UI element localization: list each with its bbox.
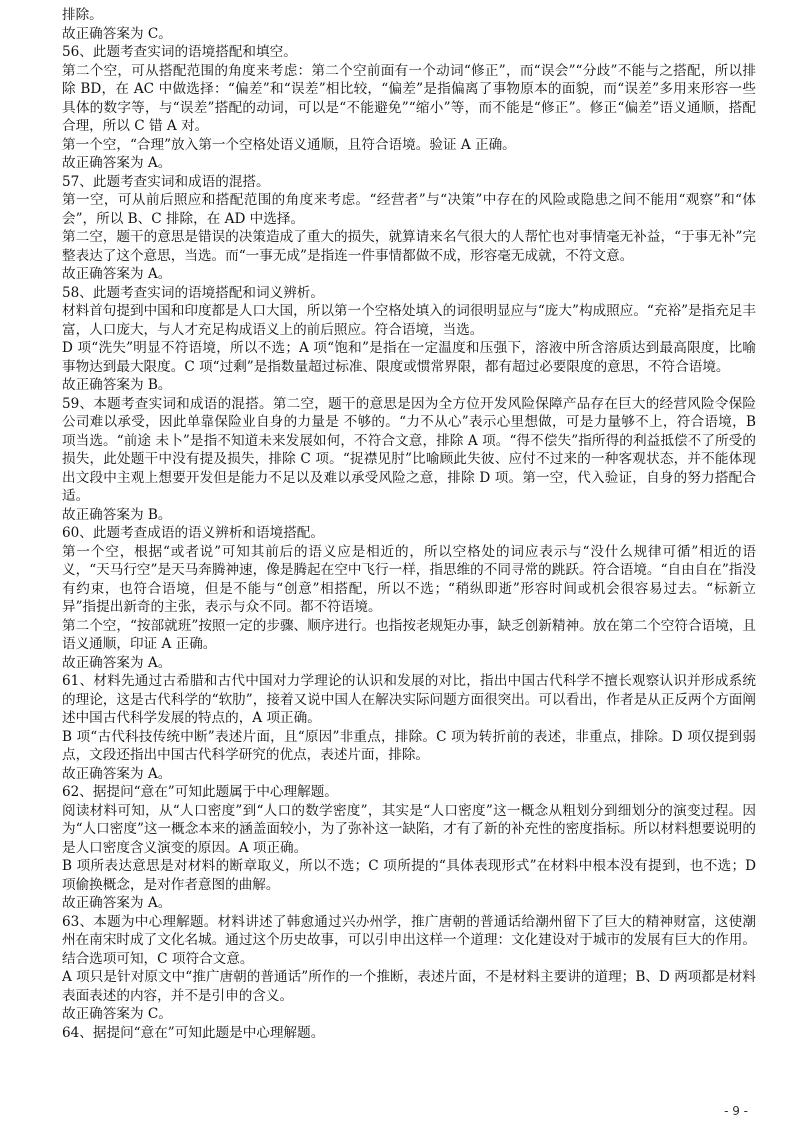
- answer-line: 故正确答案为 A。: [62, 765, 172, 782]
- paragraph: B 项“古代科技传统中断”表述片面，且“原因”非重点，排除。C 项为转折前的表述，非重点，排除。D 项仅提到弱点，文段还指出中国古代科学研究的优点，表述片面，排除。: [62, 728, 756, 763]
- paragraph: 第一个空，根据“或者说”可知其前后的语义应是相近的，所以空格处的词应表示与“没什么规律可循”相近的语义，“天马行空”是天马奔腾神速，像是腾起在空中飞行一样，指思维的不同寻常的跳跃。符合语境。“自由自在”指没有约束，也符合语境，但是不能与“创意”相搭配，所以不选；“稍纵即逝”形容时间或机会很容易过去。“标新立异”指提出新奇的主张，表示与众不同。都不符语境。: [62, 543, 756, 615]
- paragraph: B 项所表达意思是对材料的断章取义，所以不选；C 项所提的“具体表现形式”在材料中根本没有提到，也不选；D 项偷换概念，是对作者意图的曲解。: [62, 858, 756, 893]
- question-heading: 58、此题考查实词的语境搭配和词义辨析。: [62, 284, 324, 301]
- question-heading: 61、材料先通过古希腊和古代中国对力学理论的认识和发展的对比，指出中国古代科学不擅长观察认识并形成系统的理论，这是古代科学的“软肋”，接着又说中国人在解决实际问题方面很突出。可以看出，作者是从正反两个方面阐述中国古代科学发展的特点的，A 项正确。: [62, 673, 756, 726]
- answer-line: 故正确答案为 A。: [62, 155, 172, 171]
- paragraph: 第二个空，“按部就班”按照一定的步骤、顺序进行。也指按老规矩办事，缺乏创新精神。放在第二个空符合语境，且语义通顺，印证 A 正确。: [62, 617, 756, 652]
- answer-line: 故正确答案为 C。: [62, 25, 172, 42]
- answer-line: 故正确答案为 C。: [62, 1006, 172, 1022]
- question-heading: 60、此题考查成语的语义辨析和语境搭配。: [62, 525, 324, 541]
- answer-line: 故正确答案为 B。: [62, 377, 172, 393]
- paragraph: 排除。: [62, 7, 103, 23]
- answer-line: 故正确答案为 B。: [62, 506, 172, 523]
- question-heading: 57、此题考查实词和成语的混搭。: [62, 173, 270, 190]
- paragraph: 第一个空，“合理”放入第一个空格处语义通顺，且符合语境。验证 A 正确。: [62, 136, 516, 153]
- answer-line: 故正确答案为 A。: [62, 654, 172, 671]
- paragraph: 第一空，可从前后照应和搭配范围的角度来考虑。“经营者”与“决策”中存在的风险或隐患之间不能用“观察”和“体会”，所以 B、C 排除，在 AD 中选择。: [62, 192, 756, 227]
- paragraph: D 项“洗失”明显不符语境，所以不选；A 项“饱和”是指在一定温度和压强下，溶液中所含溶质达到最高限度，比喻事物达到最大限度。C 项“过剩”是指数量超过标准、限度或惯常界限，都有超过必要限度的意思，不符合语境。: [62, 340, 756, 375]
- paragraph: 材料首句提到中国和印度都是人口大国，所以第一个空格处填入的词很明显应与“庞大”构成照应。“充裕”是指充足丰富，人口庞大，与人才充足构成语义上的前后照应。符合语境，当选。: [62, 303, 756, 338]
- question-heading: 56、此题考查实词的语境搭配和填空。: [62, 44, 297, 60]
- question-heading: 63、本题为中心理解题。材料讲述了韩愈通过兴办州学，推广唐朝的普通话给潮州留下了巨大的精神财富，这使潮州在南宋时成了文化名城。通过这个历史故事，可以引申出这样一个道理：文化建设对于城市的发展有巨大的作用。结合选项可知，C 项符合文意。: [62, 913, 756, 967]
- page-number: - 9 -: [724, 1104, 748, 1118]
- paragraph: A 项只是针对原文中“推广唐朝的普通话”所作的一个推断，表述片面，不是材料主要讲的道理；B、D 两项都是材料表面表述的内容，并不是引申的含义。: [62, 969, 756, 1004]
- paragraph: 第二空，题干的意思是错误的决策造成了重大的损失，就算请来名气很大的人帮忙也对事情毫无补益，“于事无补”完整表达了这个意思，当选。而“一事无成”是指连一件事情都做不成，形容毫无成就，不符文意。: [62, 229, 756, 264]
- paragraph: 第二个空，可从搭配范围的角度来考虑：第二个空前面有一个动词“修正”，而“误会”“分歧”不能与之搭配，所以排除 BD，在 AC 中做选择：“偏差”和“误差”相比较，“偏差”是指偏离了事物原本的面貌，而“误差”多用来形容一些具体的数字等，与“误差”搭配的动词，可以是“不能避免”“缩小”等，而不能是“修正”。修正“偏差”语义通顺，搭配合理，所以 C 错 A 对。: [62, 62, 756, 134]
- question-heading: 59、本题考查实词和成语的混搭。第二空，题干的意思是因为全方位开发风险保障产品存在巨大的经营风险令保险公司难以承受，因此单靠保险业自身的力量是 不够的。“力不从心”表示心里想做，可是力量够不上，符合语境，B 项当选。“前途 未卜”是指不知道未来发展如何，不符合文意，排除 A 项。“得不偿失”指所得的利益抵偿不了所受的损失，此处题干中没有提及损失，排除 C 项。“捉襟见肘”比喻顾此失彼、应付不过来的一种客观状态，并不能体现出文段中主观上想要开发但是能力不足以及难以承受风险之意，排除 D 项。第一空，代入验证，自身的努力搭配合适。: [62, 395, 756, 504]
- answer-line: 故正确答案为 A。: [62, 266, 172, 282]
- question-heading: 62、据提问“意在”可知此题属于中心理解题。: [62, 784, 338, 800]
- question-heading: 64、据提问“意在”可知此题是中心理解题。: [62, 1024, 325, 1041]
- answer-line: 故正确答案为 A。: [62, 895, 172, 911]
- paragraph: 阅读材料可知，从“人口密度”到“人口的数学密度”，其实是“人口密度”这一概念从粗划分到细划分的演变过程。因为“人口密度”这一概念本来的涵盖面较小，为了弥补这一缺陷，才有了新的补充性的密度指标。所以材料想要说明的是人口密度含义演变的原因。A 项正确。: [62, 802, 756, 856]
